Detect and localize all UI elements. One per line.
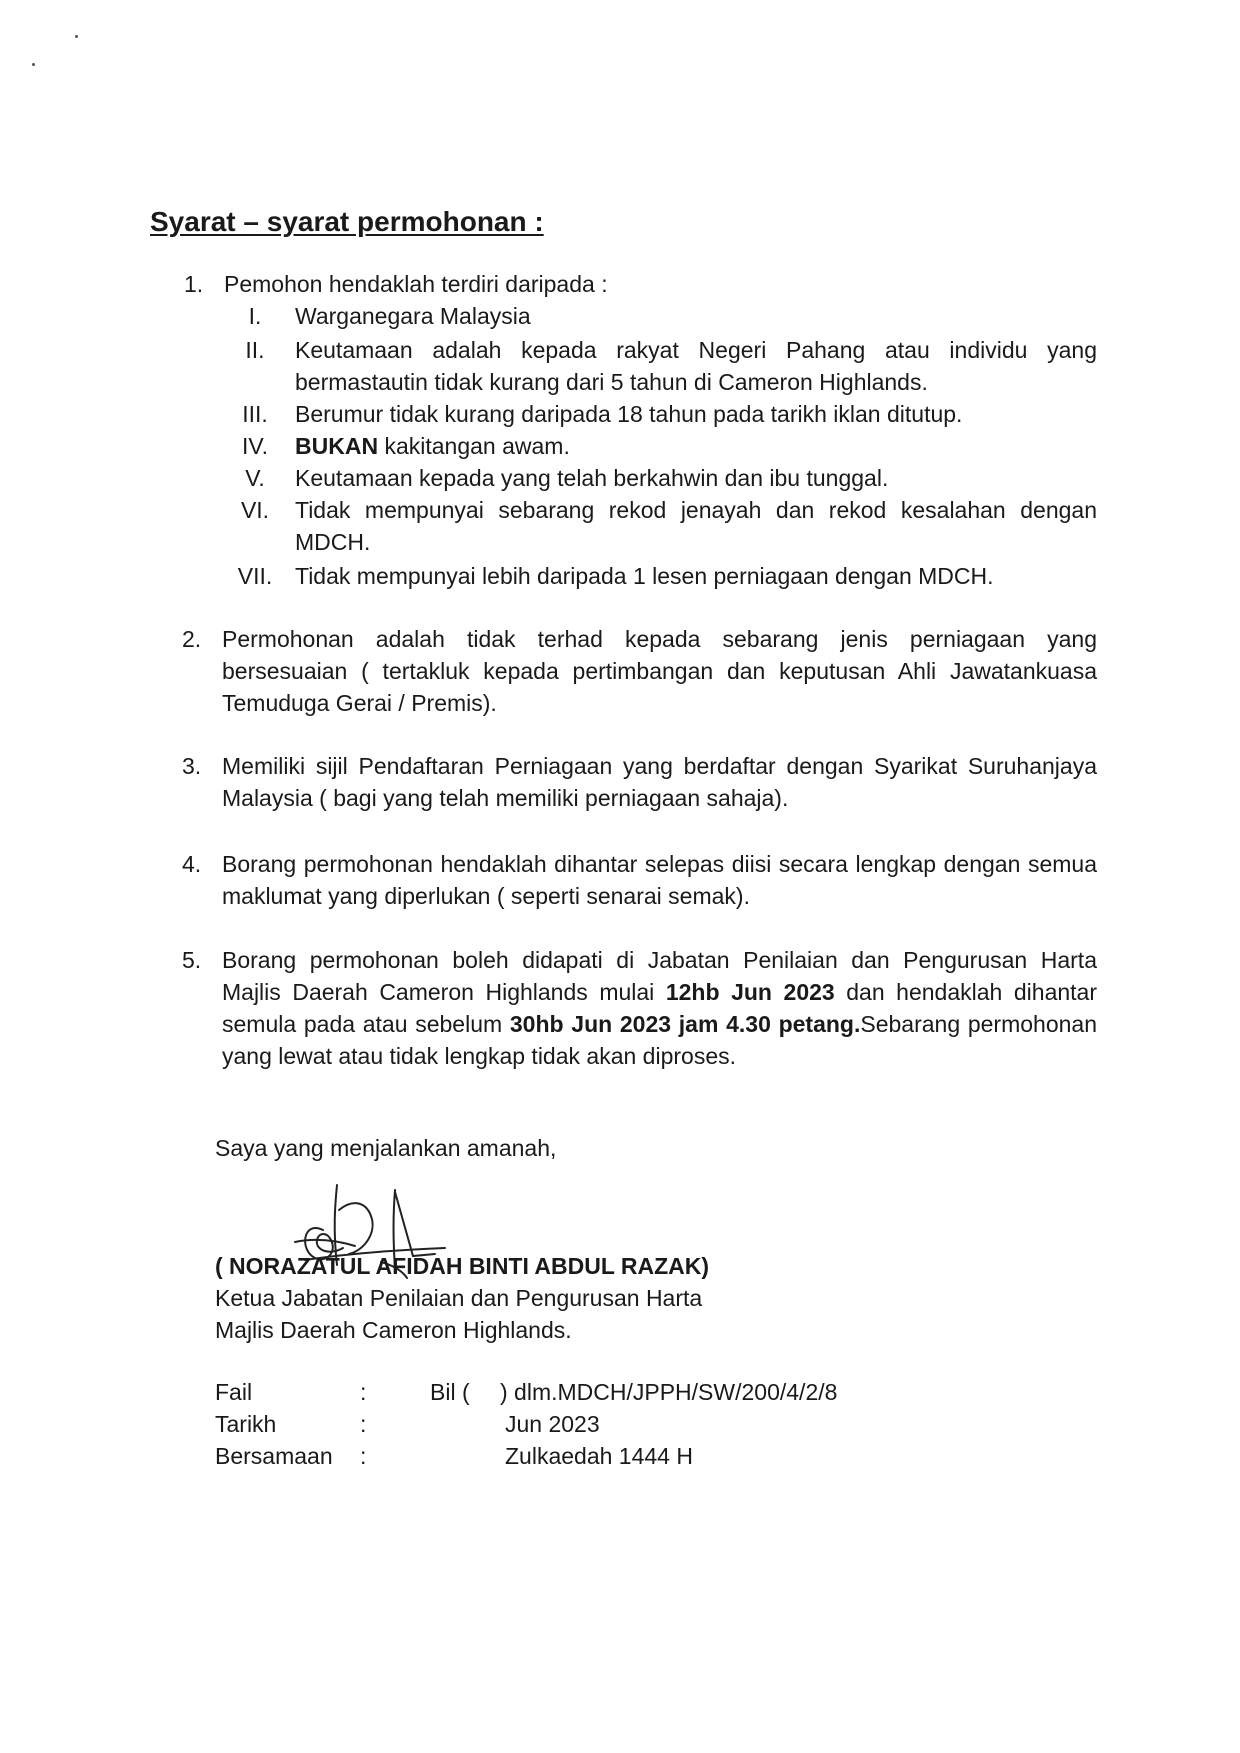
- signatory-title-line-2: Majlis Daerah Cameron Highlands.: [215, 1317, 572, 1343]
- item-1-text: Pemohon hendaklah terdiri daripada :: [224, 271, 608, 297]
- subitem-1-numeral: I.: [248, 303, 262, 329]
- item-3-text: Memiliki sijil Pendaftaran Perniagaan yang berdaftar dengan Syarikat Suruhanjaya Malaysia ( bagi yang telah memiliki perniagaan sahaja).: [222, 753, 1097, 811]
- subitem-5-numeral: V.: [245, 465, 265, 491]
- item-4-number: 4.: [182, 851, 202, 877]
- item-1-number: 1.: [184, 271, 204, 297]
- item-2-text: Permohonan adalah tidak terhad kepada sebarang jenis perniagaan yang bersesuaian ( tertakluk kepada pertimbangan dan keputusan Ahli Jawatankuasa Temuduga Gerai / Premis).: [222, 626, 1097, 716]
- subitem-4-rest: kakitangan awam.: [378, 433, 570, 459]
- item-3-number: 3.: [182, 753, 202, 779]
- subitem-1-text: Warganegara Malaysia: [295, 303, 531, 329]
- signatory-title-line-1: Ketua Jabatan Penilaian dan Pengurusan Harta: [215, 1285, 703, 1311]
- subitem-5-text: Keutamaan kepada yang telah berkahwin dan ibu tunggal.: [295, 465, 889, 491]
- scan-speck: [75, 35, 78, 38]
- bersamaan-label: Bersamaan: [215, 1443, 333, 1469]
- bersamaan-value: Zulkaedah 1444 H: [505, 1443, 693, 1469]
- subitem-2-text: Keutamaan adalah kepada rakyat Negeri Pahang atau individu yang bermastautin tidak kurang dari 5 tahun di Cameron Highlands.: [295, 337, 1097, 395]
- item-5-text-b: dan hendaklah dihantar semula pada atau sebelum: [222, 979, 1098, 1037]
- subitem-4-text: [295, 430, 1097, 462]
- tarikh-value: Jun 2023: [505, 1411, 600, 1437]
- signatory-name: ( NORAZATUL AFIDAH BINTI ABDUL RAZAK): [215, 1253, 710, 1279]
- subitem-6-text: Tidak mempunyai sebarang rekod jenayah dan rekod kesalahan dengan MDCH.: [295, 497, 1097, 555]
- subitem-3-numeral: III.: [242, 401, 268, 427]
- item-5-text-c: Sebarang permohonan yang lewat atau tidak lengkap tidak akan diproses.: [222, 1011, 1097, 1069]
- item-5-number: 5.: [182, 947, 202, 973]
- closing-line: Saya yang menjalankan amanah,: [215, 1135, 557, 1161]
- item-5-text-a: Borang permohonan boleh didapati di Jabatan Penilaian dan Pengurusan Harta Majlis Daerah Cameron Highlands mulai: [222, 947, 1097, 1005]
- subitem-4-emphasis: BUKAN: [295, 433, 379, 459]
- item-5-open-date: 12hb Jun 2023: [665, 979, 835, 1005]
- fail-prefix: Bil (: [430, 1379, 470, 1405]
- bersamaan-colon: :: [360, 1443, 367, 1469]
- item-5-text: [222, 944, 1097, 1072]
- subitem-7-numeral: VII.: [237, 563, 273, 589]
- fail-value: ) dlm.MDCH/JPPH/SW/200/4/2/8: [500, 1379, 838, 1405]
- fail-label: Fail: [215, 1379, 253, 1405]
- tarikh-label: Tarikh: [215, 1411, 277, 1437]
- subitem-4-numeral: IV.: [241, 433, 268, 459]
- item-4-text: Borang permohonan hendaklah dihantar selepas diisi secara lengkap dengan semua maklumat yang diperlukan ( seperti senarai semak).: [222, 851, 1097, 909]
- item-2-number: 2.: [182, 626, 202, 652]
- fail-colon: :: [360, 1379, 367, 1405]
- heading: Syarat – syarat permohonan :: [150, 206, 544, 237]
- tarikh-colon: :: [360, 1411, 367, 1437]
- subitem-6-numeral: VI.: [240, 497, 270, 523]
- subitem-7-text: Tidak mempunyai lebih daripada 1 lesen perniagaan dengan MDCH.: [295, 563, 994, 589]
- subitem-2-numeral: II.: [245, 337, 265, 363]
- item-5-close-date: 30hb Jun 2023 jam 4.30 petang.: [509, 1011, 861, 1037]
- subitem-3-text: Berumur tidak kurang daripada 18 tahun pada tarikh iklan ditutup.: [295, 401, 963, 427]
- scan-speck: [32, 63, 35, 66]
